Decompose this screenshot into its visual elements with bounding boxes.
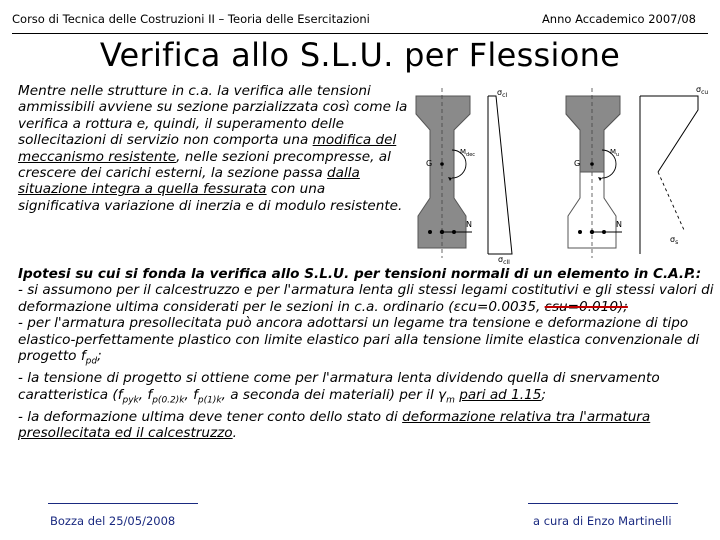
header-divider [12, 33, 708, 34]
slide-title: Verifica allo S.L.U. per Flessione [99, 36, 621, 74]
intro-paragraph [18, 83, 408, 214]
eps-su-value: εsu=0.010); [544, 298, 628, 315]
hypothesis-1-text: - si assumono per il calcestruzzo e per l'armatura lenta gli stessi legami costitutivi e gli stessi valori di deformazione ultima considerati per le sezioni in c.a. ordinario ( [18, 282, 714, 315]
left-moment-label: $M_{dec}$ [460, 148, 476, 158]
right-centroid-label: G [574, 159, 581, 168]
course-header: Corso di Tecnica delle Costruzioni II – Teoria delle Esercitazioni [12, 12, 370, 26]
intro-text-3: con una significativa variazione di inerzia e di modulo resistente. [18, 181, 403, 214]
draft-date: Bozza del 25/05/2008 [50, 514, 176, 528]
academic-year: Anno Accademico 2007/08 [541, 12, 696, 26]
footer-right-divider [528, 503, 678, 504]
hypothesis-1 [18, 282, 714, 315]
left-force-label: N [466, 220, 472, 229]
gamma-m-subscript: m [446, 395, 455, 406]
section-diagrams [408, 82, 713, 266]
fpd-subscript: pd [85, 356, 98, 367]
hypothesis-4-underline: deformazione relativa tra l'armatura presollecitata ed il calcestruzzo [18, 408, 651, 442]
intro-text-2: , nelle sezioni precompresse, al crescere dei carichi esterni, la sezione passa [18, 148, 391, 182]
hypothesis-3-gamma: , a seconda dei materiali) per il γ [221, 386, 447, 403]
intro-underline-1: modifica del meccanismo resistente [18, 132, 397, 165]
intro-text-1: Mentre nelle strutture in c.a. la verifica alle tensioni ammissibili avviene su sezione parzializzata così come la verifica a rottura e, quindi, il superamento delle sollecitazioni di servizio non comporta una [18, 83, 408, 149]
right-stress-diagram [640, 96, 698, 172]
hypothesis-2 [18, 315, 714, 370]
hypothesis-3-text: - la tensione di progetto si ottiene come per l'armatura lenta dividendo quella di snervamento caratteristica (f [18, 370, 660, 403]
fp02k-subscript: p(0.2)k [152, 395, 185, 406]
hypothesis-2-text: - per l'armatura presollecitata può ancora adottarsi un legame tra tensione e deformazione di tipo elastico-perfettamente plastico con limite elastico pari alla tensione limite elastica convenzionale di progetto f [18, 315, 700, 365]
right-moment-label: $M_u$ [610, 148, 620, 158]
intro-underline-2: dalla situazione integra a quella fessurata [18, 165, 360, 198]
footer-left-divider [48, 503, 198, 504]
hypotheses-title: Ipotesi su cui si fonda la verifica allo S.L.U. per tensioni normali di un elemento in C.A.P.: [18, 266, 702, 282]
left-sigma-top: $\sigma_{cI}$ [497, 88, 508, 99]
right-sigma-bottom: $\sigma_s$ [670, 235, 679, 246]
left-section-diagram [416, 88, 512, 266]
author-credit: a cura di Enzo Martinelli [533, 514, 672, 528]
hypothesis-3-sep-2: , f [184, 386, 198, 403]
right-section-diagram [566, 85, 708, 258]
hypothesis-2-end: ; [97, 348, 102, 365]
fpyk-subscript: pyk [122, 395, 139, 406]
right-force-label: N [616, 220, 622, 229]
gamma-value: pari ad 1.15 [459, 386, 542, 403]
hypothesis-3-end: ; [541, 386, 546, 403]
hypothesis-3-sep-1: , f [138, 386, 153, 403]
fp1k-subscript: p(1)k [197, 395, 222, 406]
hypothesis-4 [18, 409, 714, 442]
left-sigma-bottom: $\sigma_{cII}$ [498, 255, 510, 266]
eps-cu-value: εcu=0.0035, [453, 298, 541, 315]
left-i-section [416, 96, 470, 248]
hypothesis-4-end: . [232, 425, 237, 442]
hypothesis-4-text: - la deformazione ultima deve tener conto dello stato di [18, 408, 403, 425]
hypothesis-3 [18, 370, 714, 409]
hypotheses-section [18, 266, 714, 442]
left-centroid-label: G [426, 159, 433, 168]
right-sigma-top: $\sigma_{cu}$ [696, 85, 709, 96]
left-stress-diagram [488, 96, 512, 254]
